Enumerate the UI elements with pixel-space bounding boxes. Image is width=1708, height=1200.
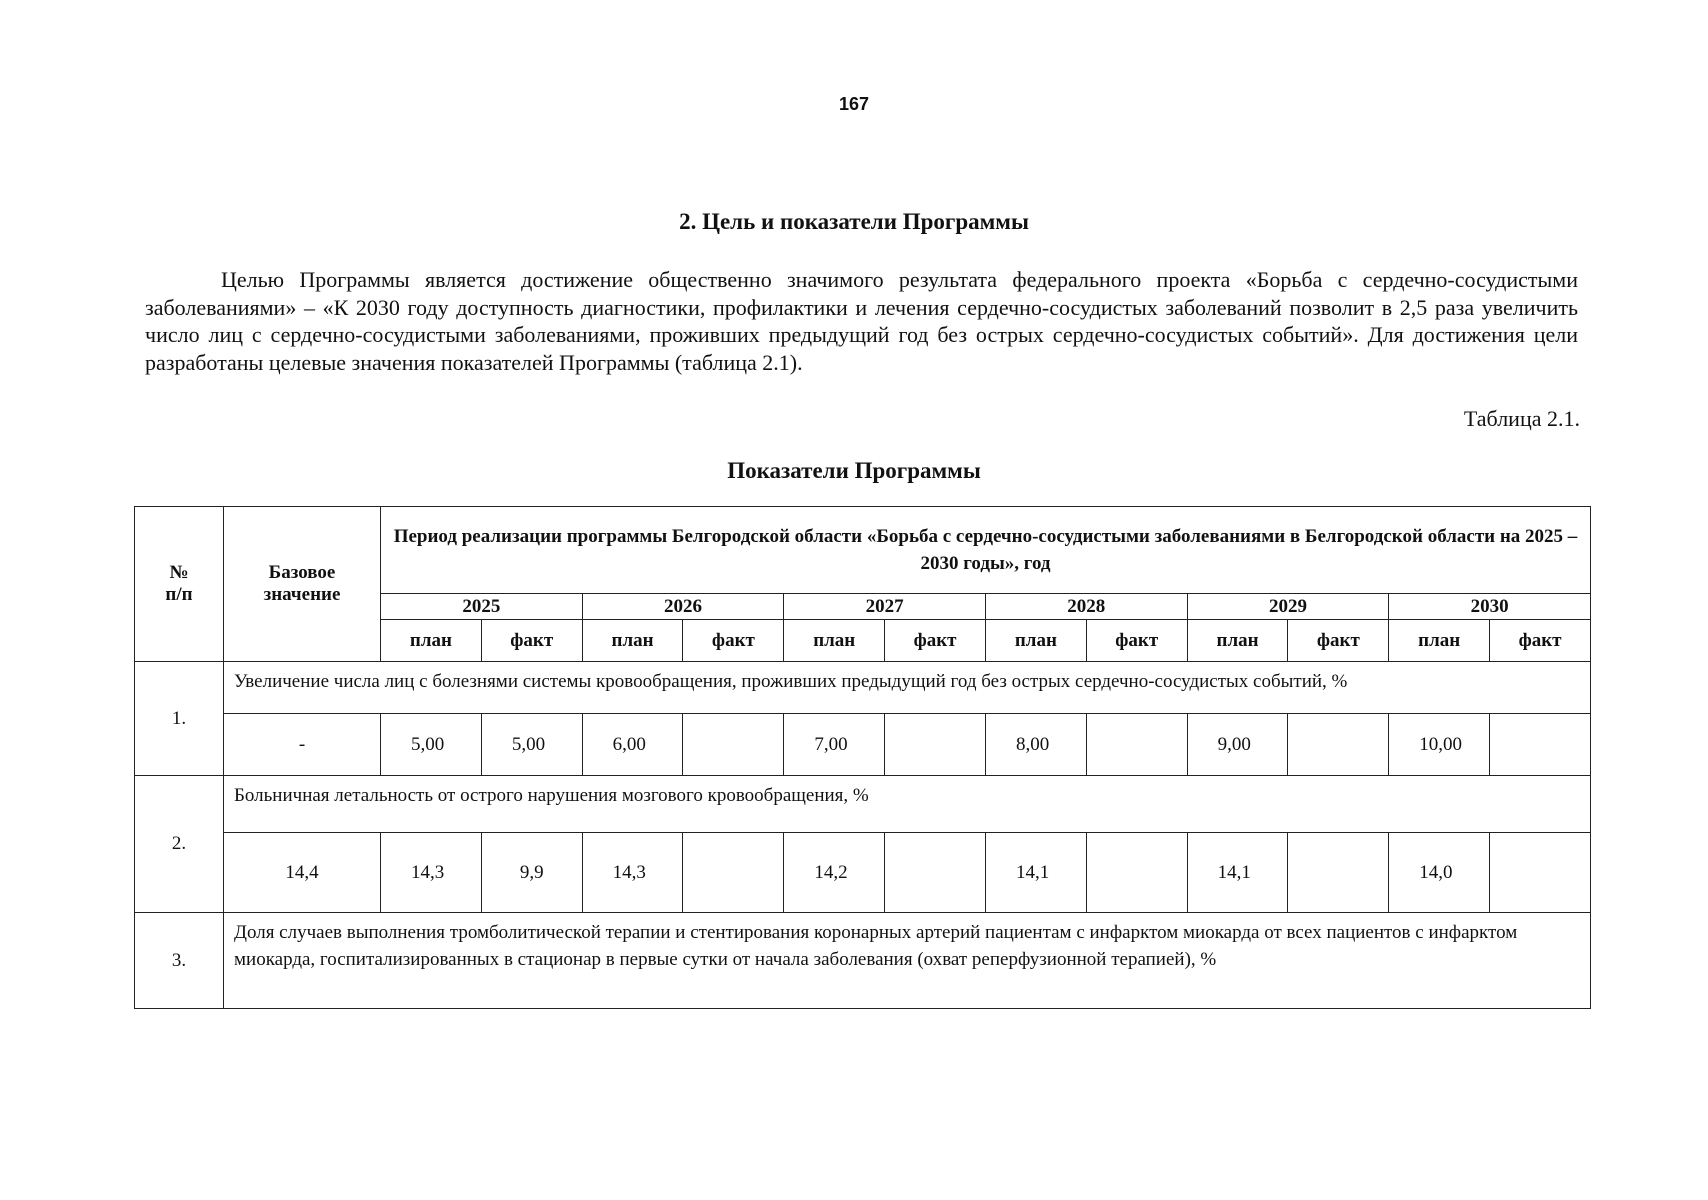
header-year: 2029 (1187, 594, 1389, 620)
header-fact: факт (1288, 620, 1389, 662)
indicator-title: Увеличение числа лиц с болезнями системы кровообращения, проживших предыдущий год без острых сердечно-сосудистых событий, % (224, 662, 1591, 714)
header-plan: план (582, 620, 683, 662)
plan-value: 9,00 (1187, 714, 1288, 776)
fact-value (1288, 833, 1389, 913)
fact-value (683, 714, 784, 776)
plan-value: 5,00 (381, 714, 482, 776)
header-year: 2027 (784, 594, 986, 620)
plan-value: 6,00 (582, 714, 683, 776)
fact-value (1288, 714, 1389, 776)
header-plan: план (1187, 620, 1288, 662)
indicator-title: Больничная летальность от острого нарушения мозгового кровообращения, % (224, 776, 1591, 833)
fact-value (1086, 714, 1187, 776)
header-fact: факт (481, 620, 582, 662)
plan-value: 14,3 (381, 833, 482, 913)
plan-value: 7,00 (784, 714, 885, 776)
header-fact: факт (885, 620, 986, 662)
header-number: № п/п (135, 507, 224, 662)
header-fact: факт (683, 620, 784, 662)
indicators-table (134, 506, 1591, 1009)
intro-paragraph: Целью Программы является достижение общественно значимого результата федерального проекта «Борьба с сердечно-сосудистыми заболеваниями» – «К 2030 году доступность диагностики, профилактики и лечения сердечно-сосудистых заболеваний позволит в 2,5 раза увеличить число лиц с сердечно-сосудистыми заболеваниями, проживших предыдущий год без острых сердечно-сосудистых событий». Для достижения цели разработаны целевые значения показателей Программы (таблица 2.1). (145, 267, 1578, 375)
table-number: Таблица 2.1. (1463, 406, 1580, 431)
header-year: 2030 (1389, 594, 1591, 620)
section-title: 2. Цель и показатели Программы (679, 209, 1029, 234)
header-plan: план (985, 620, 1086, 662)
header-year: 2028 (985, 594, 1187, 620)
header-year: 2025 (381, 594, 583, 620)
fact-value (885, 714, 986, 776)
base-value: - (224, 714, 381, 776)
header-plan: план (1389, 620, 1490, 662)
plan-value: 10,00 (1389, 714, 1490, 776)
fact-value (1490, 833, 1591, 913)
row-number: 2. (135, 776, 224, 913)
header-plan: план (381, 620, 482, 662)
plan-value: 14,1 (985, 833, 1086, 913)
header-plan: план (784, 620, 885, 662)
header-base-value: Базовое значение (224, 507, 381, 662)
table-title: Показатели Программы (727, 458, 981, 483)
plan-value: 8,00 (985, 714, 1086, 776)
row-number: 1. (135, 662, 224, 776)
plan-value: 14,3 (582, 833, 683, 913)
header-fact: факт (1490, 620, 1591, 662)
base-value: 14,4 (224, 833, 381, 913)
fact-value (885, 833, 986, 913)
indicator-title: Доля случаев выполнения тромболитической терапии и стентирования коронарных артерий пациентам с инфарктом миокарда от всех пациентов с инфарктом миокарда, госпитализированных в стационар в первые сутки от начала заболевания (охват реперфузионной терапией), % (224, 913, 1591, 1009)
header-fact: факт (1086, 620, 1187, 662)
fact-value (1490, 714, 1591, 776)
plan-value: 14,2 (784, 833, 885, 913)
plan-value: 14,0 (1389, 833, 1490, 913)
header-period: Период реализации программы Белгородской области «Борьба с сердечно-сосудистыми заболеваниями в Белгородской области на 2025 – 2030 годы», год (381, 507, 1591, 594)
row-number: 3. (135, 913, 224, 1009)
fact-value: 5,00 (481, 714, 582, 776)
plan-value: 14,1 (1187, 833, 1288, 913)
page-number: 167 (838, 94, 870, 114)
fact-value: 9,9 (481, 833, 582, 913)
fact-value (1086, 833, 1187, 913)
fact-value (683, 833, 784, 913)
header-year: 2026 (582, 594, 784, 620)
